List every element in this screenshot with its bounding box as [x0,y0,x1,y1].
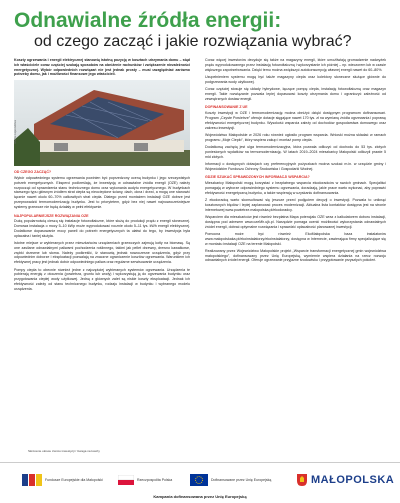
paragraph: Mieszkańcy Małopolski mogą korzystać z bezpłatnego wsparcia ekodoradców w swoich gminach. Specjaliści pomagają w wyborze odpowiedniego systemu ogrzewania, doradzają, jakie prace warto wykonać, aby poprawić efektywność energetyczną budynku, a także wspierają w uzyskaniu dofinansowania. [205,181,386,195]
logo-eu-label: Dofinansowane przez Unię Europejską [211,478,272,482]
heading-where-info: GDZIE SZUKAĆ SPRAWDZONYCH INFORMACJI WSPARCIA? [205,175,310,180]
house-photo [14,80,190,166]
title-line-1: Odnawialne źródła energii: [14,9,282,32]
left-column [14,58,190,294]
paragraph: Uzupełnieniem systemu mogą być także magazyny ciepła oraz kolektory słoneczne służące głównie do podgrzewania wody użytkowej. [205,74,386,84]
lead-paragraph: Koszty ogrzewania i energii elektrycznej stanowią istotną pozycję w kosztach utrzymania domu – stąd ich właściciele coraz częściej szukają sposobów na obniżenie rachunków i zwiększenie niezależności energetycznej. Wybór odpowiednich rozwiązań nie jest jednak prosty – musi uwzględniać zarówno potrzeby domu, jak i możliwości finansowe jego właścicieli. [14,58,190,77]
right-column [205,58,386,266]
paragraph: Realizowany przez Województwo Małopolskie projekt „Wsparcie transformacji energetycznej gmin województwa małopolskiego”, dofinansowany przez Unię Europejską, wymiernie wspiera działania na rzecz rozwoju odnawialnych źródeł energii. Oferuje ogrzewanie przyjazne środowisku i przygotowanie przyszłych pokoleń. [205,248,386,263]
house-roof-solar-image [14,80,190,166]
page-title [14,10,386,51]
paragraph: Informacji o dostępnych dotacjach czy preferencyjnych pożyczkach można szukać m.in. w urzędzie gminy i Wojewódzkim Funduszu Ochrony Środowiska i Gospodarki Wodnej. [205,161,386,171]
paragraph: Coraz więcej inwestorów decyduje się także na magazyny energii, które umożliwiają gromadzenie nadwyżek prądu wyprodukowanego przez instalację fotowoltaiczną i wykorzystanie ich później – np. wieczorem lub w czasie większego zapotrzebowania. Dzięki temu można zwiększyć autokonsumpcję własnej energii nawet do 60–80%. [205,58,386,72]
paragraph: Województwo Małopolskie w 2026 roku również ogłosiło program wsparcia. Wnioski można składać w ramach programu „Moje Ciepło”, który wspiera zakup i montaż pomp ciepła. [205,132,386,142]
heading-start: OD CZEGO ZACZĄĆ? [14,170,52,175]
paragraph: Z ekodoradcą warto skonsultować się jeszcze przed podjęciem decyzji o inwestycji. Pozwala to uniknąć kosztownych błędów i lepiej zaplanować proces modernizacji. Aktualna lista kontaktów dostępna jest na stronie internetowej www.powietrze.malopolska.pl/ekodoradcy. [205,198,386,212]
logo-malopolska [296,471,394,489]
logo-fundusze-label: Fundusze Europejskie dla Małopolski [45,478,103,482]
paragraph: Istotne miejsce w wybieranych przez mieszkańców urządzeniach grzewczych zajmują kotły na biomasę. Są one zasilane odnawialnymi paliwami pochodzenia roślinnego, takimi jak pellet drzewny, drewno kawałkowe, zrębki drzewne lub słoma. Należy podkreślić, iż stanowią jednak nowoczesne urządzenia, gdyż przy odpowiednim doborze i eksploatacji pozwalają na znaczne ograniczenie kosztów ogrzewania. Warunkiem ich efektywnej pracy jest jednak dobór odpowiedniego paliwa oraz regularne serwisowanie urządzenia. [14,241,190,265]
paragraph: Koszty inwestycji w OZE i termomodernizację można obniżyć dzięki dostępnym programom dofinansowań. Program „Czyste Powietrze” oferuje dotacje sięgające nawet 170 tys. zł na wymianę źródła ogrzewania i poprawę efektywności energetycznej budynku. Wysokość wsparcia zależy od dochodów gospodarstwa domowego oraz zakresu inwestycji. [205,111,386,130]
paragraph: Dodatkową zachętą jest ulga termomodernizacyjna, która pozwala odliczyć od dochodu do 53 tys. złotych poniesionych wydatków na termomodernizację. W latach 2019–2024 mieszkańcy Małopolski odliczyli prawie 5 mld złotych. [205,144,386,159]
logo-fundusze [22,471,103,489]
logo-rp-label: Rzeczpospolita Polska [137,478,173,482]
logo-rp [118,471,172,489]
polish-flag-icon [118,475,134,485]
campaign-note: Kampania dofinansowana przez Unię Europejską [153,494,247,499]
logo-eu [190,471,271,489]
paragraph: Wsparciem dla mieszkańców jest również bezpłatna Mapa potencjału OZE wraz z kalkulatorem doboru instalacji, dostępna pod adresem www.ozeMh.ujk.pl. Narzędzie pomaga ocenić możliwości wykorzystania odnawialnych źródeł energii, dobrać optymalne rozwiązania i sprawdzić opłacalność planowanej inwestycji. [205,215,386,229]
photo-caption: Władze województwa [14,120,17,145]
heading-funding: DOFINANSOWANIE Z UE [205,105,248,110]
paragraph: Dużą popularnością cieszą się instalacje fotowoltaiczne, które służą do produkcji prądu z energii słonecznej. Domowa instalacja o mocy 5–10 kWp może wyprodukować rocznie około 5–11 tys. kWh energii elektrycznej. Dodatkowe dopasowanie mocy paneli do potrzeb energetycznych ta ułatwi do tego, by inwestycja była opłacalna i taniej służyła. [14,219,190,238]
footnote: Skrócenie okresu zwrotu inwestycji / Uwaga na koszty [28,449,100,453]
footer-logos [0,462,400,503]
paragraph: Pomocna może być również EkoMałopolska baza instalatorów www.malopolskaka.pl/ekoinstalatorzy/ekoinstalatorzy, dostępna w Internecie, zawierająca firmy specjalizujące się w montażu instalacji OZE na terenie Małopolski. [205,231,386,246]
paragraph: Pompy ciepła to obecnie również jedne z najczęściej wybieranych systemów ogrzewania. Urządzenia te pobierają energię z otoczenia (powietrza, gruntu lub wody) i wykorzystują ją do ogrzewania budynku oraz przygotowania ciepłej wody użytkowej. Jedną z głównych zalet są niskie koszty eksploatacji. Jednak ich efektywność zależy od stanu technicznego budynku, rodzaju instalacji w budynku i wybranego modelu urządzenia. [14,267,190,291]
eu-flag-icon [190,474,208,486]
eu-funds-icon [22,473,42,487]
title-line-2: od czego zacząć i jakie rozwiązania wybrać? [34,33,352,50]
heading-popular: NAJPOPULARNIEJSZE ROZWIĄZANIA OZE [14,213,89,218]
paragraph: Wybór odpowiedniego systemu ogrzewania powinien być poprzedzony oceną budynku i jego rzeczywistych potrzeb energetycznych. Eksperci podkreślają, że inwestycję w odnawialne źródła energii (OZE) należy rozpocząć od sprawdzenia stanu technicznego domu oraz wykonania audytu energetycznego. W budynkach starszego typu głównym źródłem strat ciepła są nieocieplone ściany, dach, okna i drzwi, a mogą one stanowić łącznie nawet około 60–70% całkowitych strat ciepła. Dlatego przed montażem instalacji OZE dobrze jest przeprowadzić termomodernizację budynku. Jest to priorytetem, gdyż bez niej nawet najnowocześniejsze systemy grzewcze nie będą działały w pełni efektywnie. [14,175,190,209]
malopolska-crest-icon [296,473,308,487]
logo-malopolska-label: MAŁOPOLSKA [311,474,395,486]
paragraph: Coraz częściej stosuje się układy hybrydowe, łączące pompę ciepła, instalację fotowoltaiczną oraz magazyn energii. Takie rozwiązanie pozwala lepiej dopasować koszty utrzymania domu i ograniczyć zależność od zewnętrznych dostaw energii. [205,86,386,101]
